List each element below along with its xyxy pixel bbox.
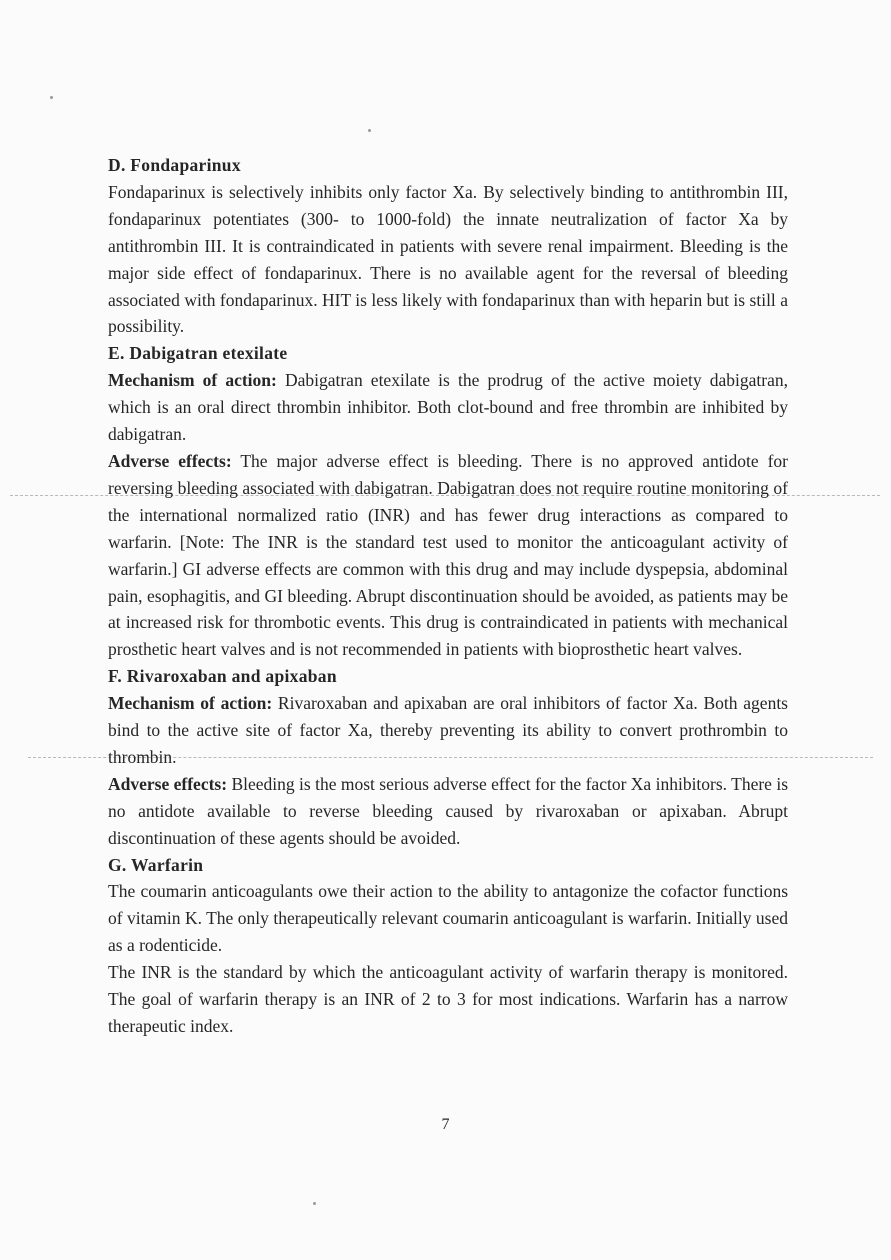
paragraph [108, 448, 788, 663]
paragraph-text: Fondaparinux is selectively inhibits only factor Xa. By selectively binding to antithrombin III, fondaparinux potentiates (300- to 1000-fold) the innate neutralization of factor Xa by antithrombin III. It is contraindicated in patients with severe renal impairment. Bleeding is the major side effect of fondaparinux. There is no available agent for the reversal of bleeding associated with fondaparinux. HIT is less likely with fondaparinux than with heparin but is still a possibility. [108, 181, 788, 337]
paragraph-label: Mechanism of action: [108, 693, 273, 714]
document-body [108, 152, 788, 1040]
paragraph-label: Adverse effects: [108, 450, 232, 471]
section-heading: E. Dabigatran etexilate [108, 343, 288, 364]
paragraph-label: Adverse effects: [108, 773, 228, 794]
paragraph-label: Mechanism of action: [108, 370, 277, 391]
section-heading: F. Rivaroxaban and apixaban [108, 666, 337, 687]
paragraph [108, 367, 788, 448]
paragraph-text: The coumarin anticoagulants owe their action to the ability to antagonize the cofactor functions of vitamin K. The only therapeutically relevant coumarin anticoagulant is warfarin. Initially used as a rodenticide. [108, 881, 788, 956]
paragraph-text: Bleeding is the most serious adverse effect for the factor Xa inhibitors. There is no antidote available to reverse bleeding caused by rivaroxaban or apixaban. Abrupt discontinuation of these agents should be avoided. [108, 773, 789, 848]
paragraph [108, 959, 788, 1040]
paragraph-text: Dabigatran etexilate is the prodrug of the active moiety dabigatran, which is an oral direct thrombin inhibitor. Both clot-bound and free thrombin are inhibited by dabigatran. [108, 370, 788, 445]
scan-speck [368, 129, 371, 132]
paragraph-text: The major adverse effect is bleeding. There is no approved antidote for reversing bleeding associated with dabigatran. Dabigatran does not require routine monitoring of the international normalized ratio (INR) and has fewer drug interactions as compared to warfarin. [Note: The INR is the standard test used to monitor the anticoagulant activity of warfarin.] GI adverse effects are common with this drug and may include dyspepsia, abdominal pain, esophagitis, and GI bleeding. Abrupt discontinuation should be avoided, as patients may be at increased risk for thrombotic events. This drug is contraindicated in patients with mechanical prosthetic heart valves and is not recommended in patients with bioprosthetic heart valves. [108, 450, 789, 660]
paragraph [108, 771, 788, 852]
paragraph-text: The INR is the standard by which the anticoagulant activity of warfarin therapy is monitored. The goal of warfarin therapy is an INR of 2 to 3 for most indications. Warfarin has a narrow therapeutic index. [108, 962, 788, 1036]
section-heading: G. Warfarin [108, 854, 204, 875]
scan-speck [50, 96, 53, 99]
section-fondaparinux [108, 152, 788, 340]
section-heading: D. Fondaparinux [108, 155, 241, 175]
paragraph [108, 179, 788, 340]
paragraph [108, 878, 788, 959]
page-number: 7 [441, 1116, 450, 1133]
scan-speck [313, 1202, 316, 1205]
section-warfarin [108, 852, 788, 1040]
section-rivaroxaban-apixaban [108, 663, 788, 851]
section-dabigatran [108, 340, 788, 663]
paragraph [108, 690, 788, 771]
paragraph-text: Rivaroxaban and apixaban are oral inhibitors of factor Xa. Both agents bind to the active site of factor Xa, thereby preventing its ability to convert prothrombin to thrombin. [108, 693, 788, 767]
